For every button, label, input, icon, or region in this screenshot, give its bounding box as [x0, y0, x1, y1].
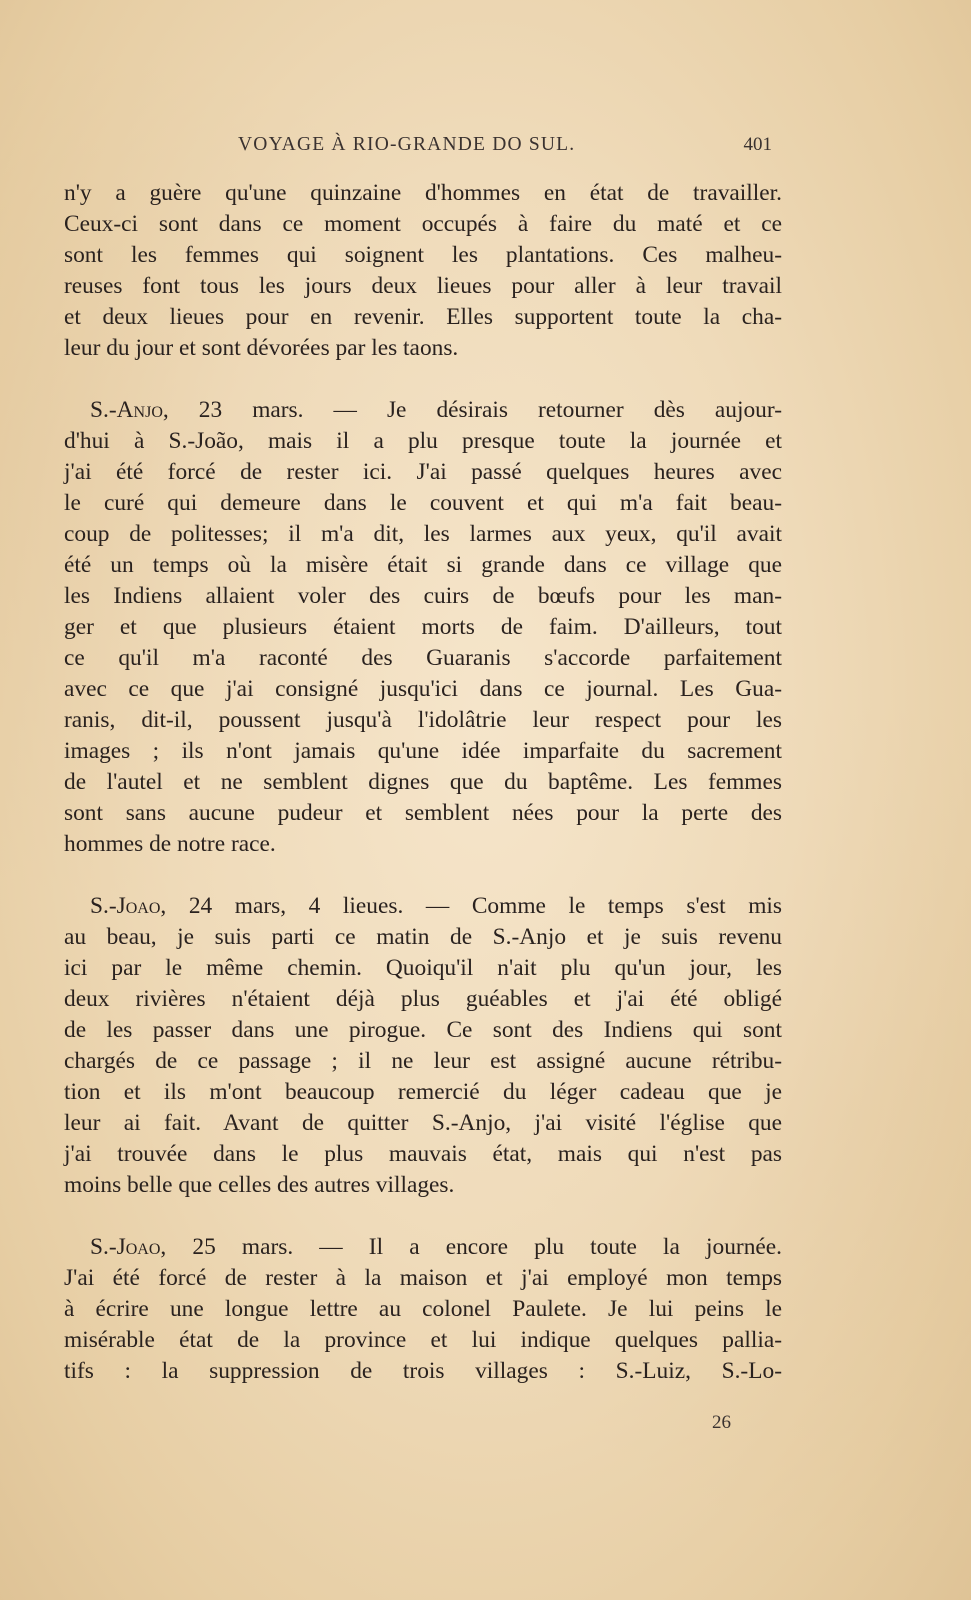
- text-line: d'hui à S.-João, mais il a plu presque toute la journée et: [64, 428, 782, 454]
- text-line: deux rivières n'étaient déjà plus guéables et j'ai été obligé: [64, 986, 782, 1012]
- entry-place: S.-Joao,: [90, 893, 167, 919]
- paragraph-gap: [64, 1201, 782, 1232]
- text-line: le curé qui demeure dans le couvent et qui m'a fait beau-: [64, 490, 782, 516]
- text-line: leur du jour et sont dévorées par les taons.: [64, 335, 459, 361]
- text-line: tion et ils m'ont beaucoup remercié du léger cadeau que je: [64, 1079, 782, 1105]
- text-line: été un temps où la misère était si grande dans ce village que: [64, 552, 782, 578]
- text-line: coup de politesses; il m'a dit, les larmes aux yeux, qu'il avait: [64, 521, 782, 547]
- text-line: moins belle que celles des autres villages.: [64, 1172, 455, 1198]
- text-line: et deux lieues pour en revenir. Elles supportent toute la cha-: [64, 304, 782, 330]
- text-line: misérable état de la province et lui indique quelques pallia-: [64, 1327, 782, 1353]
- text-line: de les passer dans une pirogue. Ce sont des Indiens qui sont: [64, 1017, 782, 1043]
- text-line: images ; ils n'ont jamais qu'une idée imparfaite du sacrement: [64, 738, 782, 764]
- text-line: ranis, dit-il, poussent jusqu'à l'idolâtrie leur respect pour les: [64, 707, 782, 733]
- paragraph-gap: [64, 364, 782, 395]
- text-line: [64, 1232, 782, 1263]
- text-line: j'ai été forcé de rester ici. J'ai passé quelques heures avec: [64, 459, 782, 485]
- text-line: reuses font tous les jours deux lieues pour aller à leur travail: [64, 273, 782, 299]
- text-line: les Indiens allaient voler des cuirs de bœufs pour les man-: [64, 583, 782, 609]
- text-line: leur ai fait. Avant de quitter S.-Anjo, j'ai visité l'église que: [64, 1110, 782, 1136]
- text-line: Ceux-ci sont dans ce moment occupés à faire du maté et ce: [64, 211, 782, 237]
- text-line: [64, 395, 782, 426]
- text-line: chargés de ce passage ; il ne leur est assigné aucune rétribu-: [64, 1048, 782, 1074]
- paragraph-4: [64, 1232, 782, 1387]
- text-line: de l'autel et ne semblent dignes que du baptême. Les femmes: [64, 769, 782, 795]
- text-line: [64, 891, 782, 922]
- text-line: ce qu'il m'a raconté des Guaranis s'accorde parfaitement: [64, 645, 782, 671]
- paragraph-3: [64, 891, 782, 1201]
- entry-place: S.-Joao,: [90, 1234, 167, 1260]
- paragraph-2: [64, 395, 782, 860]
- text-line: tifs : la suppression de trois villages : S.-Luiz, S.-Lo-: [64, 1358, 782, 1384]
- running-title: VOYAGE À RIO-GRANDE DO SUL.: [238, 134, 576, 155]
- entry-text: 25 mars. — Il a encore plu toute la journée.: [166, 1234, 782, 1260]
- text-line: sont les femmes qui soignent les plantations. Ces malheu-: [64, 242, 782, 268]
- page-body: [64, 178, 782, 1387]
- text-line: sont sans aucune pudeur et semblent nées pour la perte des: [64, 800, 782, 826]
- signature-mark: 26: [712, 1412, 731, 1433]
- text-line: hommes de notre race.: [64, 831, 276, 857]
- entry-text: 23 mars. — Je désirais retourner dès aujour-: [168, 397, 782, 423]
- entry-place: S.-Anjo,: [90, 397, 169, 423]
- page-header: [238, 134, 772, 160]
- text-line: ici par le même chemin. Quoiqu'il n'ait plu qu'un jour, les: [64, 955, 782, 981]
- paragraph-gap: [64, 860, 782, 891]
- paragraph-1: [64, 178, 782, 364]
- text-line: ger et que plusieurs étaient morts de faim. D'ailleurs, tout: [64, 614, 782, 640]
- entry-text: 24 mars, 4 lieues. — Comme le temps s'est mis: [166, 893, 782, 919]
- text-line: n'y a guère qu'une quinzaine d'hommes en état de travailler.: [64, 180, 782, 206]
- text-line: à écrire une longue lettre au colonel Paulete. Je lui peins le: [64, 1296, 782, 1322]
- text-line: au beau, je suis parti ce matin de S.-Anjo et je suis revenu: [64, 924, 782, 950]
- page-number: 401: [743, 134, 772, 155]
- text-line: avec ce que j'ai consigné jusqu'ici dans ce journal. Les Gua-: [64, 676, 782, 702]
- text-line: j'ai trouvée dans le plus mauvais état, mais qui n'est pas: [64, 1141, 782, 1167]
- text-line: J'ai été forcé de rester à la maison et j'ai employé mon temps: [64, 1265, 782, 1291]
